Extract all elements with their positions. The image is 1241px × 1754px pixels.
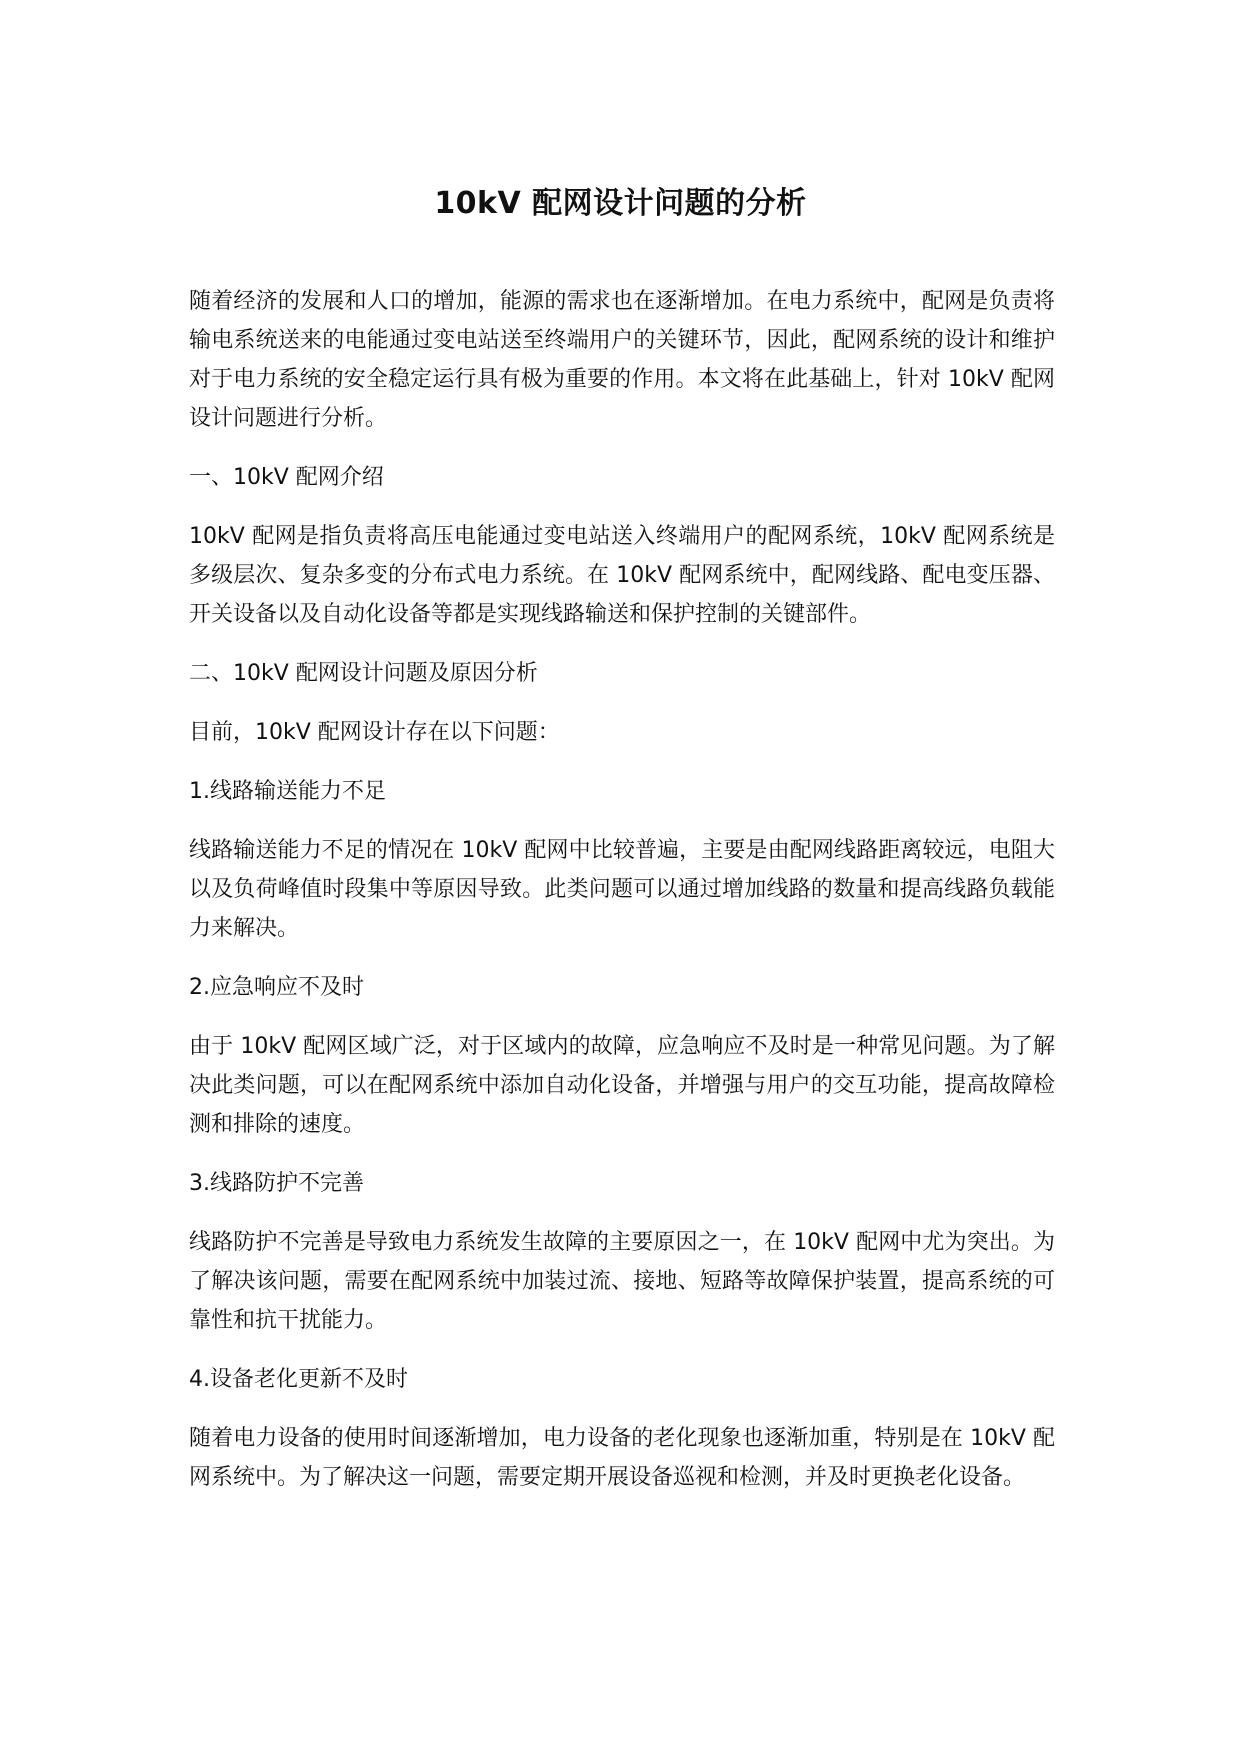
intro-paragraph: 随着经济的发展和人口的增加，能源的需求也在逐渐增加。在电力系统中，配网是负责将输电系统送来的电能通过变电站送至终端用户的关键环节，因此，配网系统的设计和维护对于电力系统的安全稳定运行具有极为重要的作用。本文将在此基础上，针对 10kV 配网设计问题进行分析。: [189, 289, 1055, 431]
subheading-2: 2.应急响应不及时: [189, 975, 364, 1000]
subheading-4: 4.设备老化更新不及时: [189, 1367, 408, 1392]
section-2-intro-paragraph: 目前，10kV 配网设计存在以下问题：: [189, 720, 560, 745]
subsection-3-paragraph: 线路防护不完善是导致电力系统发生故障的主要原因之一，在 10kV 配网中尤为突出。为了解决该问题，需要在配网系统中加装过流、接地、短路等故障保护装置，提高系统的可靠性和抗干扰能力。: [189, 1230, 1055, 1333]
section-heading-1: 一、10kV 配网介绍: [189, 465, 384, 490]
document-body: [189, 282, 1055, 1517]
section-heading-2: 二、10kV 配网设计问题及原因分析: [189, 661, 538, 686]
subheading-3: 3.线路防护不完善: [189, 1171, 364, 1196]
section-1-paragraph: 10kV 配网是指负责将高压电能通过变电站送入终端用户的配网系统，10kV 配网系统是多级层次、复杂多变的分布式电力系统。在 10kV 配网系统中，配网线路、配电变压器、开关设备以及自动化设备等都是实现线路输送和保护控制的关键部件。: [189, 524, 1055, 627]
subsection-1-paragraph: 线路输送能力不足的情况在 10kV 配网中比较普遍，主要是由配网线路距离较远，电阻大以及负荷峰值时段集中等原因导致。此类问题可以通过增加线路的数量和提高线路负载能力来解决。: [189, 838, 1055, 941]
page-title: 10kV 配网设计问题的分析: [434, 186, 807, 221]
subsection-4-paragraph: 随着电力设备的使用时间逐渐增加，电力设备的老化现象也逐渐加重，特别是在 10kV 配网系统中。为了解决这一问题，需要定期开展设备巡视和检测，并及时更换老化设备。: [189, 1426, 1055, 1490]
subheading-1: 1.线路输送能力不足: [189, 779, 386, 804]
subsection-2-paragraph: 由于 10kV 配网区域广泛，对于区域内的故障，应急响应不及时是一种常见问题。为了解决此类问题，可以在配网系统中添加自动化设备，并增强与用户的交互功能，提高故障检测和排除的速度。: [189, 1034, 1055, 1137]
